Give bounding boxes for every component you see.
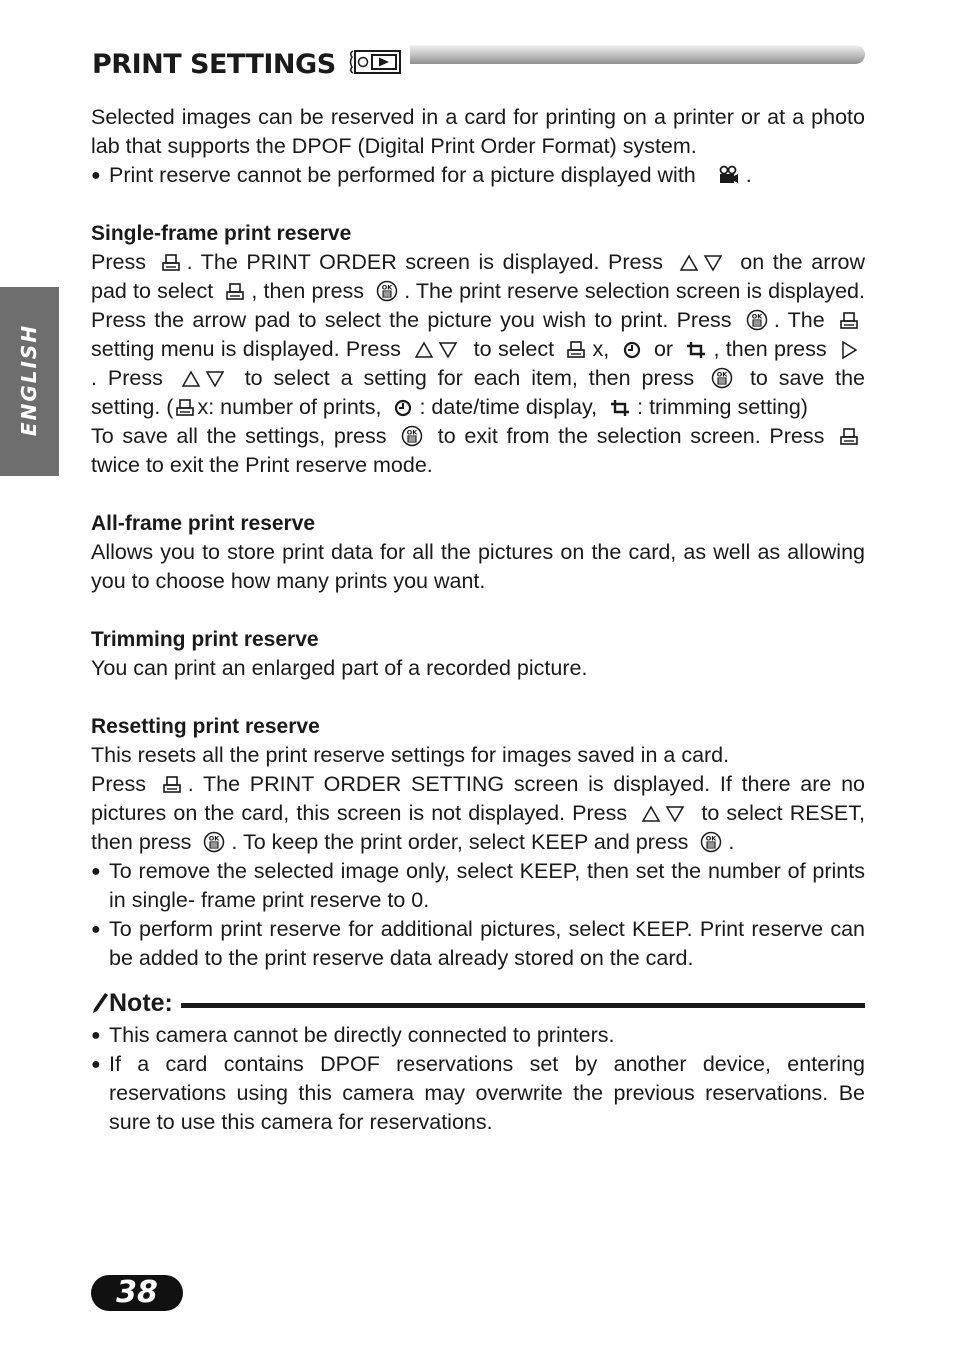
up-down-arrow-icon (180, 369, 228, 389)
single-frame-heading: Single-frame print reserve (91, 222, 352, 245)
bullet-dot: ● (91, 167, 101, 184)
print-icon (162, 775, 182, 795)
intro-bullet: ● Print reserve cannot be performed for a picture displayed with . (91, 161, 865, 190)
single-frame-save-paragraph: To save all the settings, press to exit from the selection screen. Press twice to exit the Print reserve mode. (91, 422, 865, 480)
pencil-icon (91, 992, 109, 1014)
note-header (91, 987, 865, 1019)
note-bullet-1: ● This camera cannot be directly connected to printers. (91, 1021, 865, 1050)
print-icon (566, 340, 586, 360)
page-number: 38 (91, 1275, 183, 1311)
resetting-bullet-1: ● To remove the selected image only, select KEEP, then set the number of prints in single- frame print reserve to 0. (91, 857, 865, 915)
main-content (91, 103, 865, 1137)
trimming-heading: Trimming print reserve (91, 628, 319, 651)
bullet-dot: ● (91, 1056, 101, 1073)
clock-icon (393, 398, 413, 418)
resetting-paragraph: Press . The PRINT ORDER SETTING screen is displayed. If there are no pictures on the card, this screen is not displayed. Press to select RESET, then press . To keep the print order, select KEEP and press . (91, 772, 866, 854)
print-icon (161, 253, 181, 273)
print-icon (839, 311, 859, 331)
resetting-bullet-2: ● To perform print reserve for additional pictures, select KEEP. Print reserve can be added to the print reserve data already stored on the card. (91, 915, 865, 973)
print-icon (225, 282, 245, 302)
up-down-arrow-icon (678, 253, 726, 273)
trimming-icon (609, 398, 631, 418)
ok-button-icon (700, 831, 722, 853)
playback-mode-icon (348, 49, 402, 80)
note-bullet-2: ● If a card contains DPOF reservations set by another device, entering reservations using this camera may overwrite the previous reservations. Be sure to use this camera for reservations. (91, 1050, 865, 1137)
note-divider (181, 1003, 865, 1008)
bullet-dot: ● (91, 863, 101, 880)
resetting-heading: Resetting print reserve (91, 715, 320, 738)
print-icon (839, 427, 859, 447)
ok-button-icon (711, 367, 733, 389)
header (84, 44, 410, 84)
intro-paragraph: Selected images can be reserved in a card for printing on a printer or at a photo lab that supports the DPOF (Digital Print Order Format) system. (91, 105, 865, 158)
print-icon (175, 398, 195, 418)
ok-button-icon (401, 425, 423, 447)
language-tab-label: ENGLISH (17, 323, 41, 437)
right-arrow-icon (839, 340, 859, 360)
ok-button-icon (203, 831, 225, 853)
all-frame-heading: All-frame print reserve (91, 512, 316, 535)
movie-icon (716, 164, 740, 186)
trimming-paragraph: You can print an enlarged part of a recorded picture. (91, 656, 588, 680)
page-title: PRINT SETTINGS (92, 48, 336, 80)
ok-button-icon (746, 309, 768, 331)
up-down-arrow-icon (640, 804, 688, 824)
note-label: Note: (109, 989, 173, 1017)
all-frame-paragraph: Allows you to store print data for all the pictures on the card, as well as allowing you to choose how many prints you want. (91, 540, 865, 593)
clock-icon (622, 340, 642, 360)
up-down-arrow-icon (413, 340, 461, 360)
single-frame-paragraph: Press . The PRINT ORDER screen is displayed. Press on the arrow pad to select , then press . The print reserve selection screen is displayed. Press the arrow pad to select the picture you wish to print. Press . The setting menu is displayed. Press to select x, or , then press . Press to select a setting for each item, then press to save the setting. ( x: number of prints, : date/time display, : trimming setting) (91, 250, 865, 419)
trimming-icon (685, 340, 707, 360)
bullet-dot: ● (91, 1027, 101, 1044)
bullet-dot: ● (91, 921, 101, 938)
resetting-line: This resets all the print reserve settings for images saved in a card. (91, 743, 730, 767)
ok-button-icon (376, 280, 398, 302)
